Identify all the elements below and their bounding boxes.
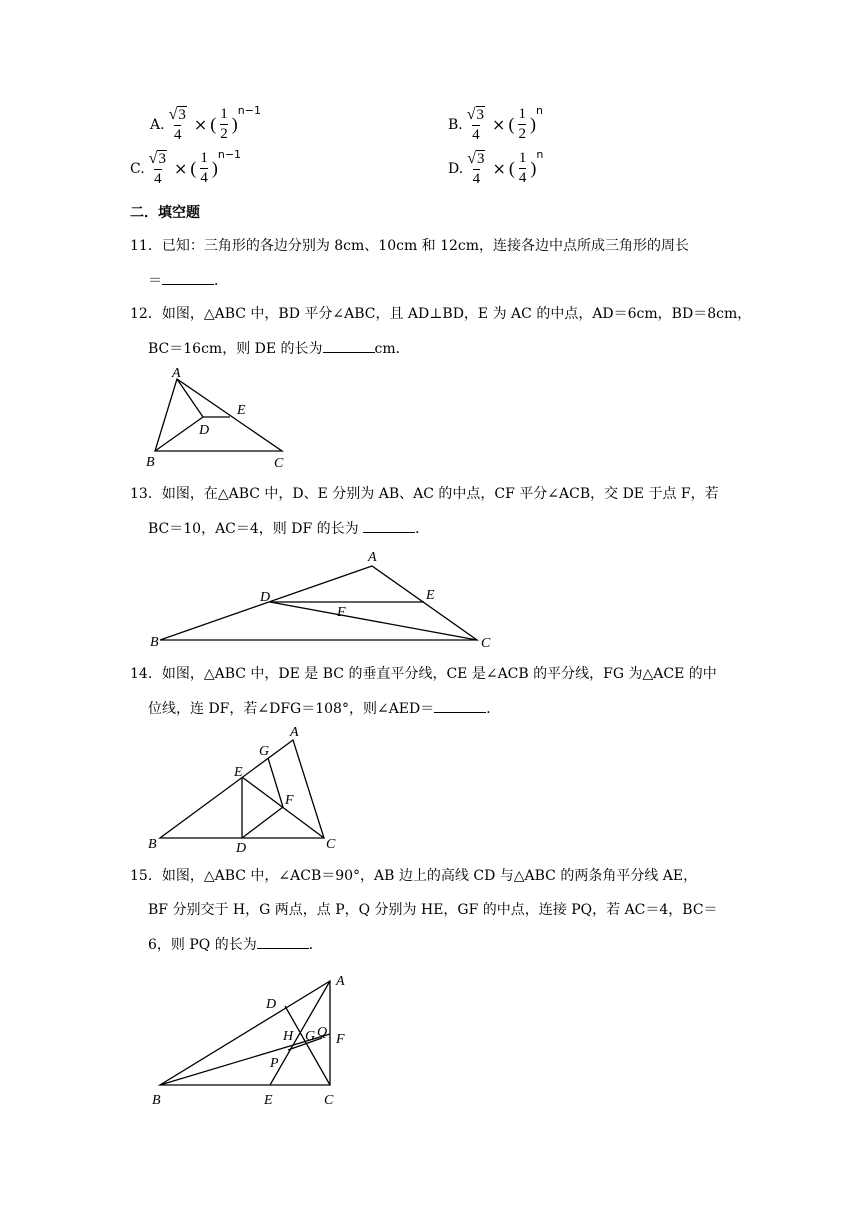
q11-line1: 11．已知：三角形的各边分别为 8cm、10cm 和 12cm，连接各边中点所成三角形的周长 <box>130 238 690 254</box>
base-fraction: $\frac{1}{2}$ <box>220 106 228 142</box>
q14-line2: 位线，连 DF，若∠DFG＝108°，则∠AED＝ ． <box>148 698 500 719</box>
label-c: C <box>274 456 284 471</box>
label-e: E <box>264 1093 273 1108</box>
q13-line2: BC＝10，AC＝4，则 DF 的长为 ． <box>148 518 429 539</box>
segment-bd <box>155 417 203 451</box>
segment-ad <box>177 379 203 417</box>
sqrt3-over-4: √ 3 4 <box>148 150 166 187</box>
q15-line2: BF 分别交于 H，G 两点，点 P，Q 分别为 HE，GF 的中点，连接 PQ，若 AC＝4，BC＝ <box>148 902 718 918</box>
label-f: F <box>336 1032 345 1047</box>
option-b[interactable]: B. √ 3 4 × ( $\frac{1}{2}$ ) n <box>448 104 543 143</box>
answer-blank[interactable] <box>434 698 486 713</box>
q12-figure <box>140 362 300 474</box>
label-a: A <box>336 974 345 989</box>
label-c: C <box>324 1093 334 1108</box>
base-fraction: $\frac{1}{2}$ <box>518 106 526 142</box>
label-a: A <box>172 366 181 381</box>
label-e: E <box>234 765 243 780</box>
option-c-label: C. <box>130 160 145 177</box>
option-b-label: B. <box>448 116 463 133</box>
option-a-label: A. <box>150 116 165 133</box>
label-b: B <box>146 455 155 470</box>
answer-blank[interactable] <box>162 270 214 285</box>
exponent: n−1 <box>217 148 242 161</box>
label-h: H <box>283 1029 294 1044</box>
label-f: F <box>337 605 346 620</box>
segment-df <box>242 807 283 838</box>
label-g: G <box>259 744 270 759</box>
q14-line1: 14．如图，△ABC 中，DE 是 BC 的垂直平分线，CE 是∠ACB 的平分线，FG 为△ACE 的中 <box>130 666 717 682</box>
exponent: n <box>535 104 543 117</box>
answer-blank[interactable] <box>257 934 309 949</box>
label-b: B <box>148 837 157 852</box>
option-d-label: D. <box>448 160 464 177</box>
label-f: F <box>285 793 294 808</box>
base-fraction: $\frac{1}{4}$ <box>200 150 208 186</box>
option-d[interactable]: D. √ 3 4 × ( $\frac{1}{4}$ ) n <box>448 148 544 187</box>
option-c[interactable]: C. √ 3 4 × ( $\frac{1}{4}$ ) n−1 <box>130 148 242 187</box>
label-d: D <box>199 423 210 438</box>
q13-line1: 13．如图，在△ABC 中，D、E 分别为 AB、AC 的中点，CF 平分∠ACB，交 DE 于点 F，若 <box>130 486 719 502</box>
exponent: n <box>536 148 544 161</box>
label-g: G <box>305 1029 316 1044</box>
answer-blank[interactable] <box>323 338 375 353</box>
answer-blank[interactable] <box>363 518 415 533</box>
times-sign: × <box>492 115 506 134</box>
q11-line2: ＝ ． <box>148 270 228 291</box>
label-d: D <box>266 997 277 1012</box>
segment-cf <box>270 602 477 640</box>
times-sign: × <box>173 159 188 178</box>
triangle-abc <box>155 379 282 451</box>
sqrt3-over-4: √ 3 4 <box>466 106 485 143</box>
label-c: C <box>481 636 491 651</box>
label-c: C <box>326 837 336 852</box>
q12-line1: 12．如图，△ABC 中，BD 平分∠ABC，且 AD⊥BD，E 为 AC 的中点，AD＝6cm，BD＝8cm， <box>130 306 752 322</box>
base-fraction: $\frac{1}{4}$ <box>518 150 527 186</box>
triangle-abc <box>160 566 477 640</box>
label-d: D <box>260 590 271 605</box>
sqrt3-over-4: √ 3 4 <box>467 150 485 187</box>
q14-figure <box>140 722 350 854</box>
label-e: E <box>426 588 435 603</box>
label-b: B <box>150 635 159 650</box>
label-e: E <box>237 403 246 418</box>
times-sign: × <box>492 159 506 178</box>
label-b: B <box>152 1093 161 1108</box>
q12-line2: BC＝16cm，则 DE 的长为 cm． <box>148 338 410 359</box>
option-a[interactable]: A. √ 3 4 × ( $\frac{1}{2}$ ) n−1 <box>150 104 261 143</box>
sqrt3-over-4: √ 3 4 <box>168 106 186 143</box>
segment-fg <box>268 758 283 807</box>
label-p: P <box>270 1056 279 1071</box>
q15-line1: 15．如图，△ABC 中，∠ACB＝90°，AB 边上的高线 CD 与△ABC 的两条角平分线 AE， <box>130 868 698 884</box>
q13-figure <box>140 546 510 652</box>
q15-figure <box>140 966 360 1114</box>
section-title: 二．填空题 <box>130 205 200 221</box>
exponent: n−1 <box>237 104 261 117</box>
label-d: D <box>236 841 247 854</box>
label-a: A <box>290 725 299 740</box>
label-q: Q <box>317 1025 328 1040</box>
q15-line3: 6，则 PQ 的长为 ． <box>148 934 323 955</box>
label-a: A <box>368 550 377 565</box>
times-sign: × <box>193 115 208 134</box>
